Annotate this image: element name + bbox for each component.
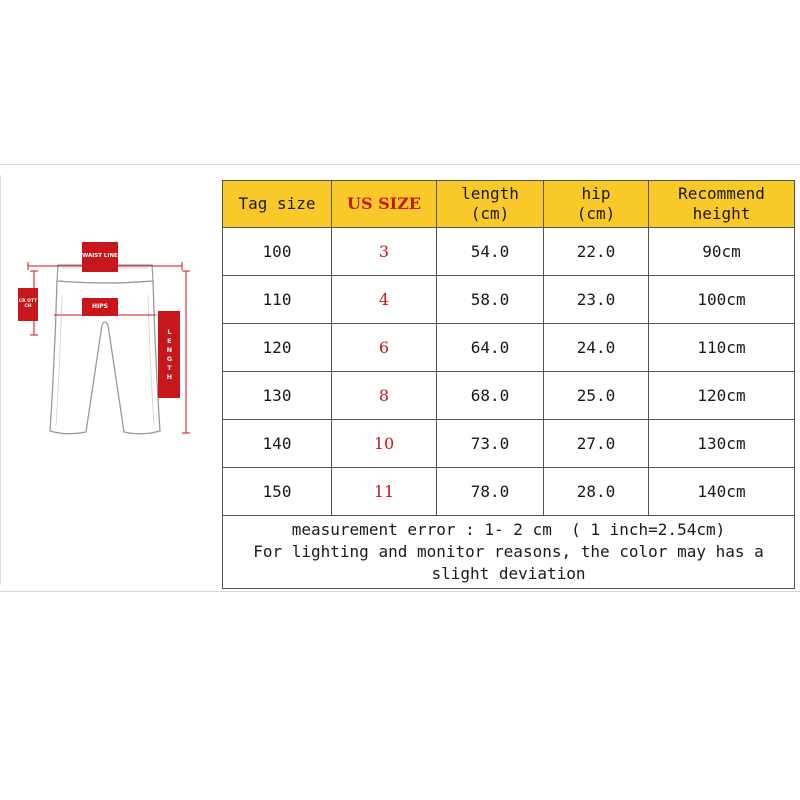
waist-line-label: WAIST LINE [82, 242, 118, 272]
us-size-cell: 10 [332, 420, 437, 468]
us-size-cell: 4 [332, 276, 437, 324]
hip-cell: 24.0 [544, 324, 649, 372]
measurement-note [223, 516, 795, 589]
tag-size-cell: 130 [223, 372, 332, 420]
hip-cell: 27.0 [544, 420, 649, 468]
table-row [223, 420, 795, 468]
hip-cell: 22.0 [544, 228, 649, 276]
note-color-disclaimer: For lighting and monitor reasons, the color may has a [253, 542, 764, 561]
length-cell: 64.0 [437, 324, 544, 372]
height-cell: 100cm [649, 276, 795, 324]
header-tag-size: Tag size [223, 181, 332, 228]
tag-size-cell: 150 [223, 468, 332, 516]
bottom-divider [0, 591, 800, 592]
table-row [223, 372, 795, 420]
height-cell: 130cm [649, 420, 795, 468]
us-size-cell: 8 [332, 372, 437, 420]
top-divider [0, 164, 800, 165]
left-divider [0, 175, 1, 585]
length-cell: 58.0 [437, 276, 544, 324]
table-row [223, 468, 795, 516]
header-hip: hip (cm) [544, 181, 649, 228]
pants-measurement-diagram [10, 235, 210, 445]
height-cell: 120cm [649, 372, 795, 420]
header-length: length (cm) [437, 181, 544, 228]
table-header-row [223, 181, 795, 228]
hip-cell: 25.0 [544, 372, 649, 420]
height-cell: 110cm [649, 324, 795, 372]
us-size-cell: 6 [332, 324, 437, 372]
tag-size-cell: 140 [223, 420, 332, 468]
length-cell: 68.0 [437, 372, 544, 420]
length-cell: 73.0 [437, 420, 544, 468]
size-chart-table [222, 180, 795, 589]
length-cell: 78.0 [437, 468, 544, 516]
us-size-cell: 3 [332, 228, 437, 276]
tag-size-cell: 120 [223, 324, 332, 372]
length-label: LENGTH [158, 311, 180, 398]
tag-size-cell: 110 [223, 276, 332, 324]
note-measurement-error: measurement error : 1- 2 cm ( 1 inch=2.54cm) [291, 520, 726, 539]
note-deviation: slight deviation [431, 564, 586, 583]
height-cell: 90cm [649, 228, 795, 276]
table-row [223, 228, 795, 276]
tag-size-cell: 100 [223, 228, 332, 276]
header-us-size: US SIZE [332, 181, 437, 228]
hip-cell: 28.0 [544, 468, 649, 516]
header-recommend-height: Recommend height [649, 181, 795, 228]
height-cell: 140cm [649, 468, 795, 516]
table-row [223, 324, 795, 372]
hip-cell: 23.0 [544, 276, 649, 324]
us-size-cell: 11 [332, 468, 437, 516]
crotch-label: CR OTT CH [18, 288, 38, 321]
table-row [223, 276, 795, 324]
hips-label: HIPS [82, 298, 118, 316]
length-cell: 54.0 [437, 228, 544, 276]
note-row [223, 516, 795, 589]
